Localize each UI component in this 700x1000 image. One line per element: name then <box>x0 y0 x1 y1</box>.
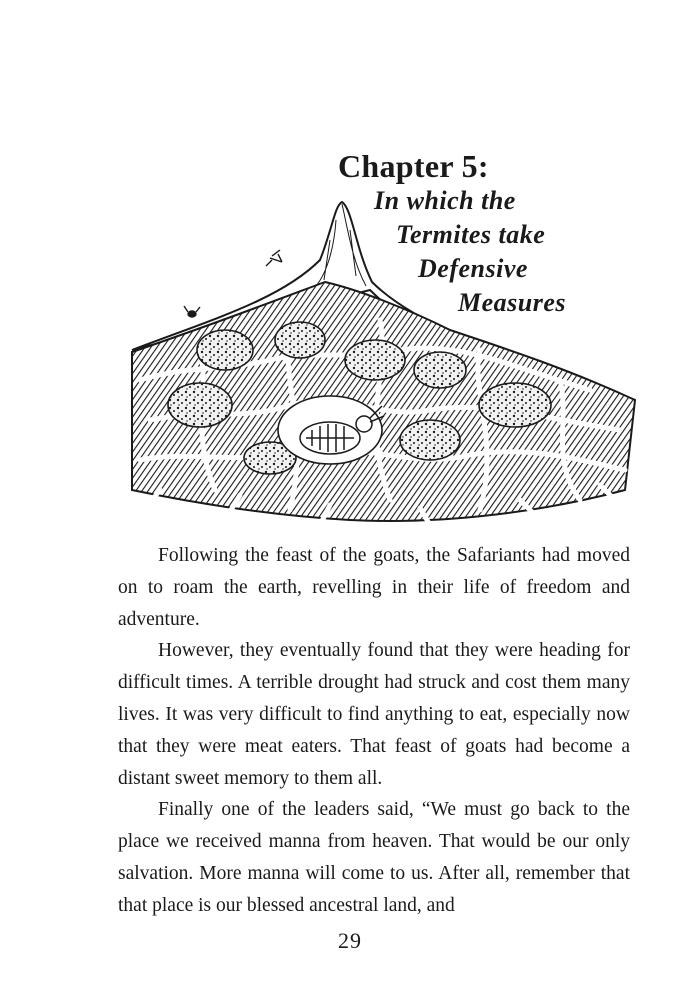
chamber <box>275 322 325 358</box>
page-number: 29 <box>338 928 362 953</box>
chamber <box>400 420 460 460</box>
chamber <box>479 383 551 427</box>
chapter-subtitle-line: Measures <box>458 288 567 317</box>
paragraph: Finally one of the leaders said, “We must go back to the place we received manna from heaven. That would be our only salvation. More manna will come to us. After all, remember that that place is our blessed ancestral land, and <box>118 799 630 916</box>
flying-insect-icon <box>266 250 282 266</box>
paragraph: However, they eventually found that they were heading for difficult times. A terrible drought had struck and cost them many lives. It was very difficult to find anything to eat, especially now that they were meat eaters. That feast of goats had become a distant sweet memory to them all. <box>118 640 630 789</box>
chapter-subtitle-line: Termites take <box>396 220 546 249</box>
chapter-subtitle-line: Defensive <box>418 254 528 283</box>
body-text <box>118 540 630 922</box>
chamber <box>197 330 253 370</box>
chamber <box>168 383 232 427</box>
paragraph: Following the feast of the goats, the Safariants had moved on to roam the earth, revelling in their life of freedom and adventure. <box>118 545 630 630</box>
chapter-number: Chapter 5: <box>338 148 489 184</box>
termite-mound-illustration <box>120 190 640 530</box>
chamber <box>345 340 405 380</box>
termite-on-mound-icon <box>184 306 200 317</box>
chamber <box>414 352 466 388</box>
chapter-subtitle-line: In which the <box>374 186 516 215</box>
